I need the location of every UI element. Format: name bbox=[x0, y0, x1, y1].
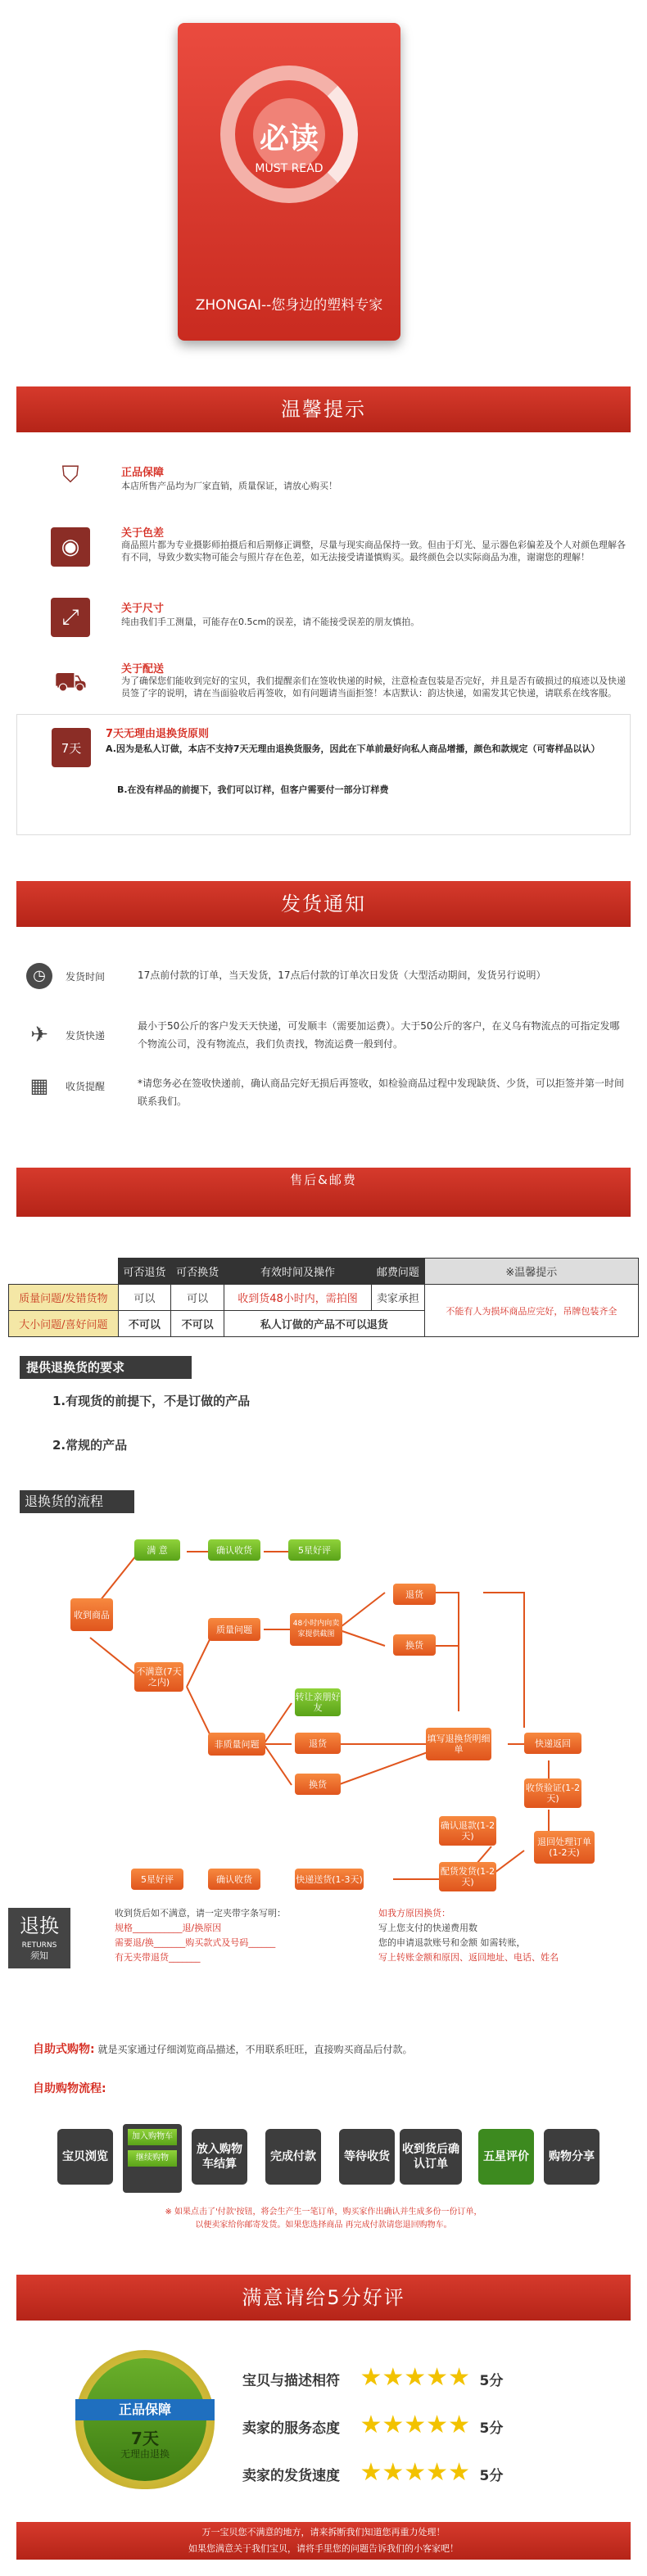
truck-icon: ⛟ bbox=[51, 663, 90, 703]
rate-row-shipping: 卖家的发货速度 ★★★★★ 5分 bbox=[242, 2458, 504, 2487]
after-sales-banner: 售后&邮费 bbox=[16, 1168, 631, 1217]
node-exchange-2: 换货 bbox=[295, 1774, 341, 1795]
node-good-2: 5星好评 bbox=[131, 1869, 183, 1890]
hero-tagline: ZHONGAI--您身边的塑料专家 bbox=[195, 297, 383, 314]
step-confirm-order: 收到货后确认订单 bbox=[400, 2129, 462, 2185]
node-satisfied: 满 意 bbox=[134, 1539, 180, 1561]
node-refund-confirm: 确认退款(1-2天) bbox=[439, 1816, 496, 1846]
shield-icon: ⛉ bbox=[51, 455, 90, 495]
table-row: 大小问题/喜好问题 不可以 不可以 私人订做的产品不可以退货 bbox=[9, 1311, 639, 1337]
must-read-card bbox=[178, 23, 400, 341]
node-dissatisfied: 不满意(7天之内) bbox=[134, 1662, 183, 1692]
step-share: 购物分享 bbox=[544, 2129, 599, 2185]
returns-note-right: 如我方原因换货： 写上您支付的快递费用数 您的申请退款账号和金额 如需转账， 写上转账金额和原因、返回地址、电话、姓名 bbox=[378, 1908, 559, 1963]
col-exchange: 可否换货 bbox=[171, 1259, 224, 1285]
rating-banner: 满意请给5分好评 bbox=[16, 2275, 631, 2321]
step-rate: 五星评价 bbox=[478, 2129, 534, 2185]
cart-sub-panel: 加入购物车 继续购物 bbox=[123, 2124, 182, 2193]
returns-note-mid: 收到货后如不满意，请一定夹带字条写明： 规格___________退/换原因 需要退/换_______购买款式及号码______ 有无夹带退货_______ bbox=[115, 1908, 286, 1963]
col-time: 有效时间及操作 bbox=[224, 1259, 371, 1285]
step-wait: 等待收货 bbox=[339, 2129, 395, 2185]
star-icons: ★★★★★ bbox=[360, 2363, 470, 2392]
flow-title: 退换货的流程 bbox=[20, 1490, 134, 1513]
step-add-cart: 放入购物车结算 bbox=[192, 2129, 247, 2185]
node-confirm-2: 确认收货 bbox=[208, 1869, 260, 1890]
node-express: 快递返回 bbox=[524, 1733, 581, 1754]
guarantee-shield: 正品保障 7天 无理由退换 bbox=[75, 2350, 215, 2489]
grid-icon: ▦ bbox=[29, 1074, 49, 1097]
rate-row-description: 宝贝与描述相符 ★★★★★ 5分 bbox=[242, 2363, 504, 2392]
camera-icon: ◉ bbox=[51, 527, 90, 567]
node-return-2: 退货 bbox=[295, 1733, 341, 1754]
node-transfer: 转让亲朋好友 bbox=[295, 1688, 341, 1716]
node-courier: 快递送货(1-3天) bbox=[295, 1869, 364, 1890]
tip-seven-day: 7天 7天无理由退换货原则 A.因为是私人订做，本店不支持7天无理由退换货服务，因此在下单前最好向私人商品增播，颜色和款规定（可寄样品以认） B.在没有样品的前提下，我们可以订样，但客户需要付一部分订样费 bbox=[16, 714, 631, 835]
resize-icon: ⤢ bbox=[51, 598, 90, 637]
requirement-1: 1.有现货的前提下，不是订做的产品 bbox=[52, 1394, 251, 1408]
node-confirm: 确认收货 bbox=[208, 1539, 260, 1561]
rating-footer: 万一宝贝您不满意的地方，请来拆断我们知道您再重力处理！ 如果您满意关于我们宝贝，请将手里您的问题告诉我们的小客家吧！ bbox=[16, 2522, 631, 2560]
page: 必读 MUST READ ZHONGAI--您身边的塑料专家 温馨提示 ⛉ 正品保障 本店所售产品均为厂家直销，质量保证，请放心购买！ ◉ 关于色差 商品照片都为专业摄影师拍摄后和后期修正调整，尽量与现实商品保持一致。但由于灯光、显示器色彩偏差及个人对颜色理解各有不同，导致少数实物可能会与照片存在色差，如无法接受请谨慎购买。最终颜色会以实际商品为准，谢谢您的理解！ ⤢ 关于尺寸 纯由我们手工测量，可能存在0.5cm的误差，请不能接受误差的朋友慎拍。 ⛟ 关于配送 为了确保您们能收到完好的宝贝，我们提醒亲们在签收快递的时候，注意检查包装是否完好，并且是否有破损过的痕迹以及快递员签了字的说明，请在当面验收后再签收，如有问题请当面拒签！本店默认：韵达快递，如需发其它快递，请联系在线客服。 7天 7天无理由退换货原则 A.因为是私人订做，本店不支持7天无理由退换货服务，因此在下单前最好向私人商品增播，颜色和款规定（可寄样品以认） B.在没有样品的前提下，我们可以订样，但客户需要付一部分订样费 发货通知 ◷ 发货时间 17点前付款的订单，当天发货，17点后付款的订单次日发货（大型活动期间，发货另行说明） ✈ 发货快递 最小于50公斤的客户发天天快递，可发顺丰（需要加运费）。大于50公斤的客户，在义乌有物流点的可指定发哪个物流公司，没有物流点，我们负责找，物流运费一般到付。 ▦ 收货提醒 *请您务必在签收快递前，确认商品完好无损后再签收，如检验商品过程中发现缺货、少货，可以拒签并第一时间联系我们。 售后&邮费 可否退货 可否换货 有效时间及操作 邮费问题 ※温馨提示 质量问题/发错货物 可以 可以 收到货48小时内，需拍图 卖家承担 不能有人为损坏商品应完好，吊牌包装齐全 大小问题/喜好问题 不可以 不可以 私人订做的产品不可以退货 提供退换货的要求 1.有现货的前提下，不是订做的产品 2.常规的产品 退换货的流程 收到商品 满 意 确认收货 5星好评 不满意(7天之内) 质量问题 48小时内向卖家提供截图 退货 换货 非质量问题 转让亲朋好友 退货 换货 填写退换货明细单 快递返回 收货验证(1-2天) 确认退款(1-2天) 退回处理订单(1-2天) 配货发货(1-2天) 快递送货(1-3天) 确认收货 5星好评 退换 RETURNS 须知 收到货后如不满意，请一定夹带字条写明： 规格___________退/换原因 需要退/换_______购买款式及号码______ 有无夹带退货_______ 如我方原因换货： 写上您支付的快递费用数 您的申请退款账号和金额 如需转账， 写上转账金额和原因、返回地址、电话、姓名 自助式购物: 就是买家通过仔细浏览商品描述，不用联系旺旺，直接购买商品后付款。 自助购物流程: 宝贝浏览 加入购物车 继续购物 放入购物车结算 完成付款 等待收货 收到货后确认订单 五星评价 购物分享 ※ 如果点击了'付款'按钮，将会生产生一笔订单，购买家作出确认并生成多份一份订单， 以便卖家给你邮寄发货。如果您选择商品 再完成付款请您退回购物车。 满意请给5分好评 正品保障 7天 无理由退换 宝贝与描述相符 ★★★★★ 5分 卖家的服务态度 ★★★★★ 5分 卖家的发货速度 ★★★★★ 5分 万一宝贝您不满意的地方，请来拆断我们知道您再重力处理！ 如果您满意关于我们宝贝，请将手里您的问题告诉我们的小客家吧！ bbox=[0, 0, 647, 2576]
node-resend: 配货发货(1-2天) bbox=[439, 1862, 496, 1891]
node-check: 收货验证(1-2天) bbox=[524, 1778, 581, 1808]
returns-table bbox=[8, 1258, 639, 1337]
requirement-2: 2.常规的产品 bbox=[52, 1438, 128, 1453]
shipping-banner: 发货通知 bbox=[16, 881, 631, 927]
node-exchange-1: 换货 bbox=[393, 1634, 436, 1656]
seven-day-icon: 7天 bbox=[52, 728, 91, 767]
node-refund: 退回处理订单(1-2天) bbox=[534, 1831, 595, 1864]
auto-shopping-line: 自助式购物: 就是买家通过仔细浏览商品描述，不用联系旺旺，直接购买商品后付款。 bbox=[33, 2043, 413, 2056]
col-tips: ※温馨提示 bbox=[424, 1259, 638, 1285]
node-received: 收到商品 bbox=[70, 1598, 113, 1631]
plane-icon: ✈ bbox=[30, 1023, 48, 1047]
col-postage: 邮费问题 bbox=[372, 1259, 425, 1285]
node-good: 5星好评 bbox=[288, 1539, 341, 1561]
node-fill-form: 填写退换货明细单 bbox=[426, 1728, 491, 1760]
hero-title: 必读 bbox=[259, 122, 319, 156]
col-return: 可否退货 bbox=[118, 1259, 171, 1285]
hero-subtitle: MUST READ bbox=[255, 162, 324, 175]
requirements-title: 提供退换货的要求 bbox=[20, 1356, 192, 1379]
star-icons: ★★★★★ bbox=[360, 2411, 470, 2439]
returns-notice-badge: 退换 RETURNS 须知 bbox=[8, 1908, 70, 1968]
table-row: 质量问题/发错货物 可以 可以 收到货48小时内，需拍图 卖家承担 不能有人为损坏商品应完好，吊牌包装齐全 bbox=[9, 1285, 639, 1311]
warm-tips-banner: 温馨提示 bbox=[16, 386, 631, 432]
node-quality: 质量问题 bbox=[208, 1618, 260, 1641]
step-browse: 宝贝浏览 bbox=[57, 2129, 113, 2185]
node-nonquality: 非质量问题 bbox=[208, 1733, 265, 1756]
star-icons: ★★★★★ bbox=[360, 2458, 470, 2487]
step-pay: 完成付款 bbox=[265, 2129, 321, 2185]
rate-row-service: 卖家的服务态度 ★★★★★ 5分 bbox=[242, 2411, 504, 2439]
clock-icon: ◷ bbox=[26, 963, 52, 989]
node-within48: 48小时内向卖家提供截图 bbox=[290, 1613, 342, 1646]
node-return-1: 退货 bbox=[393, 1584, 436, 1605]
auto-shopping-title: 自助购物流程: bbox=[33, 2082, 106, 2095]
auto-note: ※ 如果点击了'付款'按钮，将会生产生一笔订单，购买家作出确认并生成多份一份订单， 以便卖家给你邮寄发货。如果您选择商品 再完成付款请您退回购物车。 bbox=[165, 2208, 482, 2230]
